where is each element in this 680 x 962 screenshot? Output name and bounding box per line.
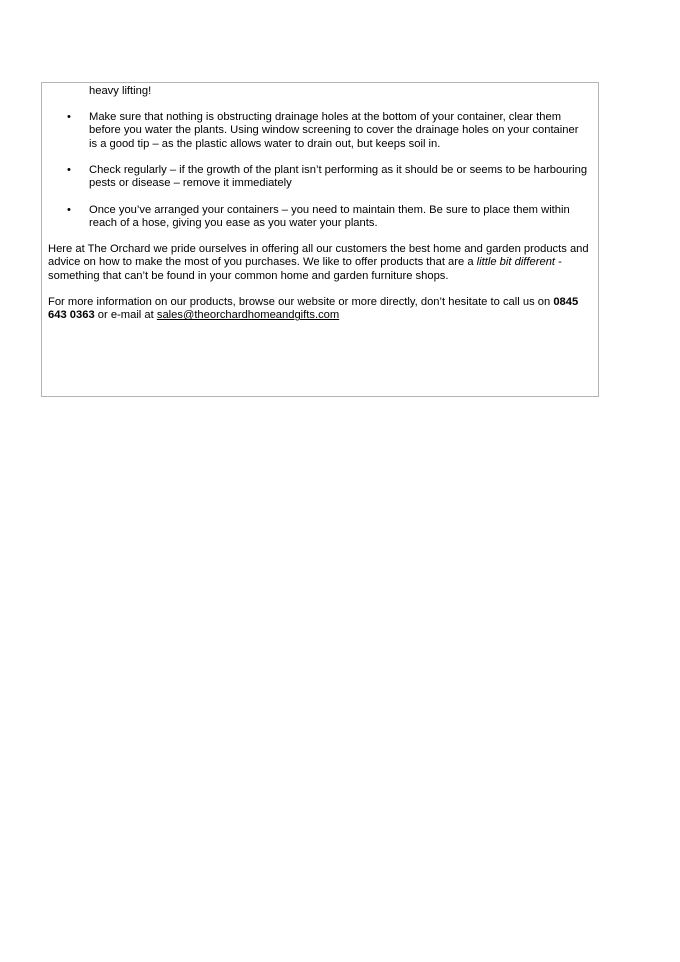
- bullet-icon: •: [67, 164, 71, 176]
- continued-text: heavy lifting!: [89, 85, 152, 97]
- about-paragraph: [48, 243, 596, 283]
- bullet-item-maintain: [48, 204, 588, 231]
- contact-text-start: For more information on our products, browse our website or more directly, don’t hesitate to call us on: [48, 296, 554, 308]
- about-text-start: Here at The Orchard we pride ourselves in offering all our customers the best home and garden products and advice on how to make the most of you purchases. We like to offer products that are a: [48, 243, 589, 269]
- bullet-text: Check regularly – if the growth of the plant isn’t performing as it should be or seems to be harbouring pests or disease – remove it immediately: [89, 164, 588, 190]
- contact-text-mid: or e-mail at: [94, 309, 157, 322]
- bullet-item-drainage: [48, 111, 588, 151]
- content-box: [41, 82, 599, 397]
- phone-number: 0845 643 0363: [48, 296, 579, 322]
- about-emphasis: little bit different: [476, 256, 556, 269]
- email-link[interactable]: sales@theorchardhomeandgifts.com: [156, 309, 340, 322]
- about-text-end: - something that can’t be found in your common home and garden furniture shops.: [48, 256, 562, 282]
- bullet-item-check: [48, 164, 588, 191]
- bullet-icon: •: [67, 111, 71, 123]
- contact-paragraph: [48, 296, 596, 323]
- bullet-text: Make sure that nothing is obstructing drainage holes at the bottom of your container, clear them before you water the plants. Using window screening to cover the drainage holes on your container is a good tip – as the plastic allows water to drain out, but keeps soil in.: [89, 111, 579, 150]
- bullet-text: Once you’ve arranged your containers – you need to maintain them. Be sure to place them within reach of a hose, giving you ease as you water your plants.: [89, 204, 570, 230]
- bullet-icon: •: [67, 204, 71, 216]
